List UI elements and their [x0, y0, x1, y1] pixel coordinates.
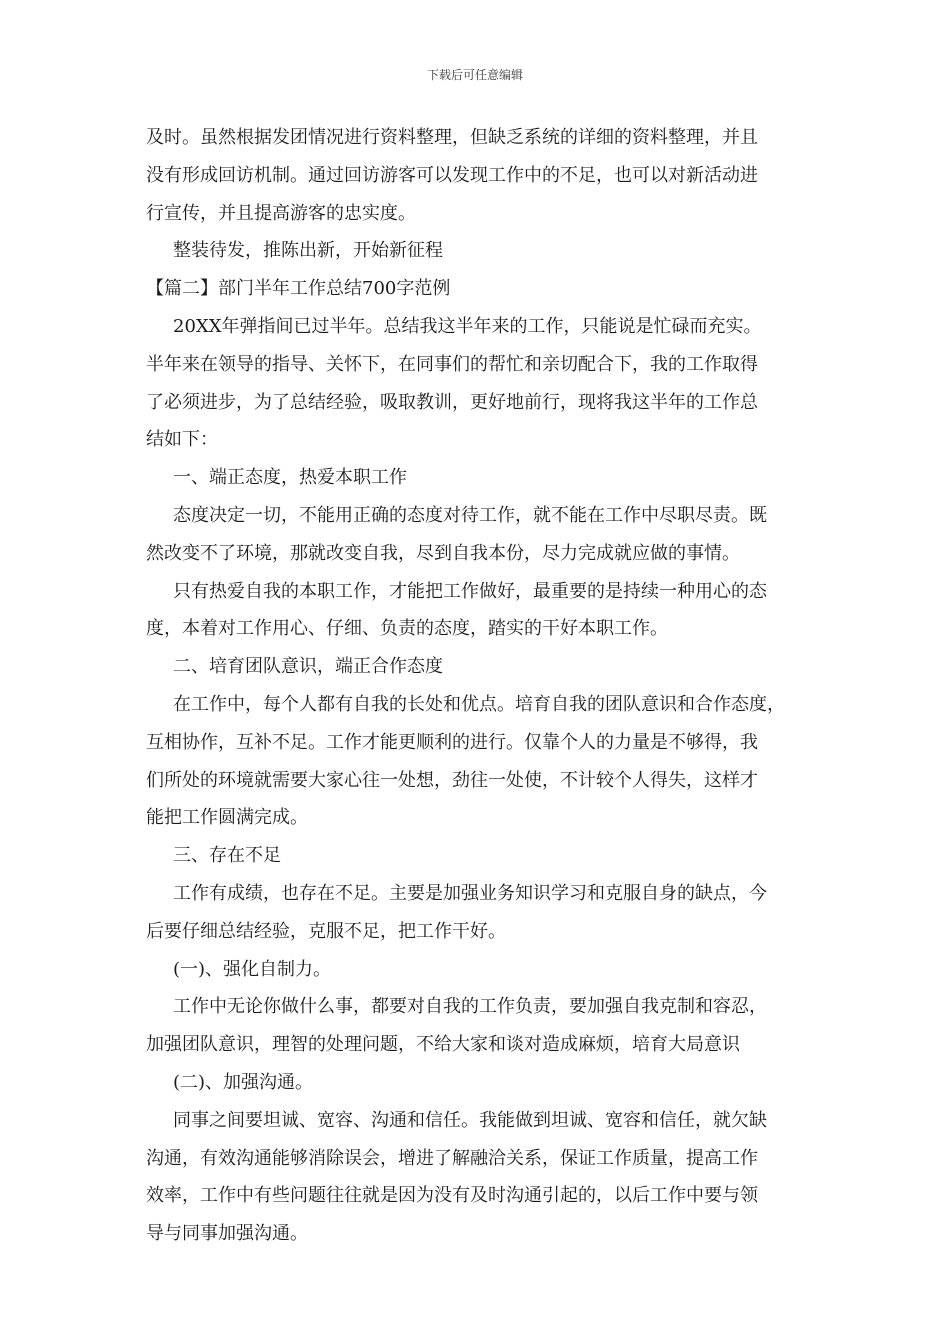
text-line: 二、培育团队意识，端正合作态度 — [173, 656, 443, 678]
text-line: 然改变不了环境，那就改变自我，尽到自我本份，尽力完成就应做的事情。 — [146, 542, 740, 564]
text-line: 20XX年弹指间已过半年。总结我这半年来的工作，只能说是忙碌而充实。 — [173, 315, 762, 337]
text-line: 一、端正态度，热爱本职工作 — [173, 467, 407, 489]
text-line: 加强团队意识，理智的处理问题，不给大家和谈对造成麻烦，培育大局意识 — [146, 1034, 740, 1056]
text-line: 只有热爱自我的本职工作，才能把工作做好，最重要的是持续一种用心的态 — [173, 580, 767, 602]
text-line: 整装待发，推陈出新，开始新征程 — [173, 240, 443, 262]
document-body — [146, 119, 826, 1253]
text-line: 度，本着对工作用心、仔细、负责的态度，踏实的干好本职工作。 — [146, 618, 668, 640]
text-line: 互相协作，互补不足。工作才能更顺利的进行。仅靠个人的力量是不够得，我 — [146, 731, 758, 753]
text-line: 半年来在领导的指导、关怀下，在同事们的帮忙和亲切配合下，我的工作取得 — [146, 353, 758, 375]
text-line: 们所处的环境就需要大家心往一处想，劲往一处使，不计较个人得失，这样才 — [146, 769, 758, 791]
text-line: 能把工作圆满完成。 — [146, 807, 308, 829]
text-line: 行宣传，并且提高游客的忠实度。 — [146, 202, 416, 224]
text-line: 在工作中，每个人都有自我的长处和优点。培育自我的团队意识和合作态度， — [173, 693, 785, 715]
text-line: 工作有成绩，也存在不足。主要是加强业务知识学习和克服自身的缺点，今 — [173, 882, 767, 904]
text-line: 了必须进步，为了总结经验，吸取教训，更好地前行，现将我这半年的工作总 — [146, 391, 758, 413]
text-line: 结如下： — [146, 429, 218, 451]
text-line: 沟通，有效沟通能够消除误会，增进了解融洽关系，保证工作质量，提高工作 — [146, 1147, 758, 1169]
text-line: 同事之间要坦诚、宽容、沟通和信任。我能做到坦诚、宽容和信任，就欠缺 — [173, 1109, 767, 1131]
page-header: 下载后可任意编辑 — [426, 68, 523, 82]
text-line: 【篇二】部门半年工作总结700字范例 — [146, 278, 451, 300]
text-line: (一)、强化自制力。 — [173, 958, 332, 980]
text-line: 效率，工作中有些问题往往就是因为没有及时沟通引起的，以后工作中要与领 — [146, 1185, 758, 1207]
text-line: 工作中无论你做什么事，都要对自我的工作负责，要加强自我克制和容忍， — [173, 996, 767, 1018]
text-line: (二)、加强沟通。 — [173, 1071, 314, 1093]
text-line: 后要仔细总结经验，克服不足，把工作干好。 — [146, 920, 506, 942]
text-line: 没有形成回访机制。通过回访游客可以发现工作中的不足，也可以对新活动进 — [146, 164, 758, 186]
text-line: 三、存在不足 — [173, 845, 281, 867]
text-line: 导与同事加强沟通。 — [146, 1223, 308, 1245]
text-line: 态度决定一切，不能用正确的态度对待工作，就不能在工作中尽职尽责。既 — [173, 504, 767, 526]
text-line: 及时。虽然根据发团情况进行资料整理，但缺乏系统的详细的资料整理，并且 — [146, 127, 758, 148]
